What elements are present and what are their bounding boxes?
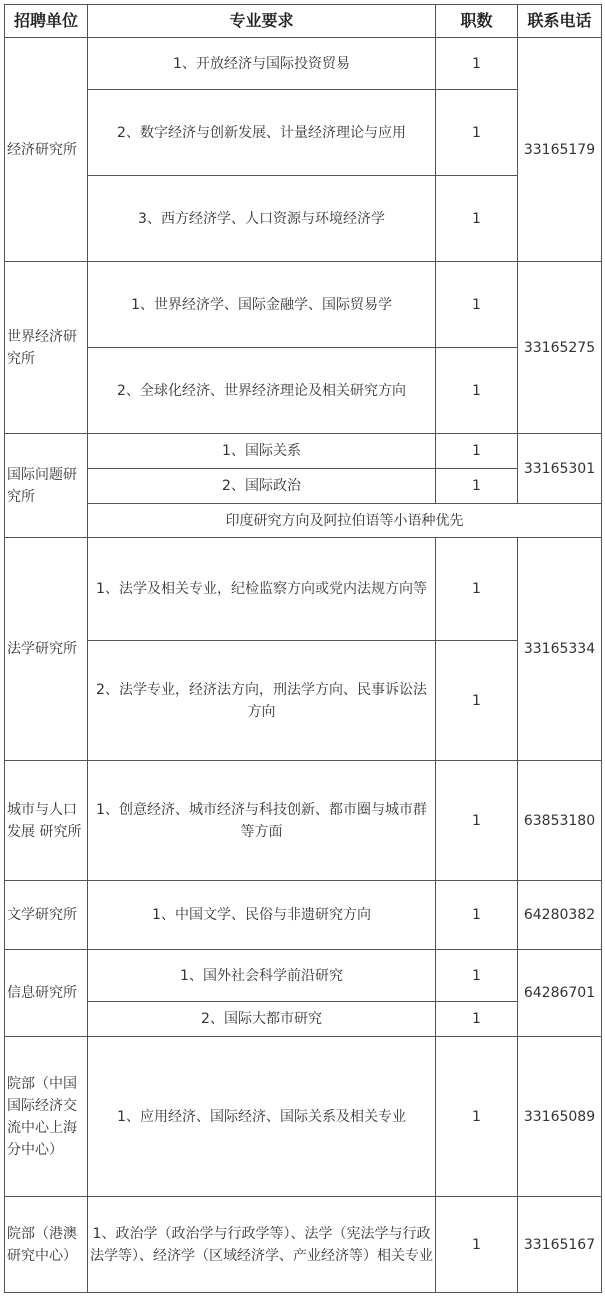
count-cell: 1 bbox=[436, 641, 518, 761]
phone-cell: 64280382 bbox=[518, 881, 602, 950]
table-row bbox=[5, 538, 602, 641]
count-cell: 1 bbox=[436, 348, 518, 434]
table-row bbox=[5, 1037, 602, 1197]
table-row bbox=[5, 38, 602, 90]
requirement-cell: 2、法学专业，经济法方向，刑法学方向、民事诉讼法方向 bbox=[88, 641, 436, 761]
table-row bbox=[5, 950, 602, 1002]
count-cell: 1 bbox=[436, 950, 518, 1002]
count-cell: 1 bbox=[436, 469, 518, 504]
requirement-cell: 3、西方经济学、人口资源与环境经济学 bbox=[88, 176, 436, 262]
count-cell: 1 bbox=[436, 90, 518, 176]
requirement-cell: 1、创意经济、城市经济与科技创新、都市圈与城市群等方面 bbox=[88, 761, 436, 881]
unit-cell: 院部（中国国际经济交流中心上海分中心） bbox=[5, 1037, 88, 1197]
count-cell: 1 bbox=[436, 761, 518, 881]
requirement-cell: 1、政治学（政治学与行政学等）、法学（宪法学与行政法学等）、经济学（区域经济学、产业经济等）相关专业 bbox=[88, 1197, 436, 1293]
phone-cell: 33165089 bbox=[518, 1037, 602, 1197]
phone-cell: 33165167 bbox=[518, 1197, 602, 1293]
requirement-cell: 1、开放经济与国际投资贸易 bbox=[88, 38, 436, 90]
header-phone: 联系电话 bbox=[518, 5, 602, 38]
count-cell: 1 bbox=[436, 262, 518, 348]
table-row bbox=[5, 469, 602, 504]
table-row bbox=[5, 881, 602, 950]
unit-cell: 法学研究所 bbox=[5, 538, 88, 761]
requirement-cell: 2、数字经济与创新发展、计量经济理论与应用 bbox=[88, 90, 436, 176]
table-row bbox=[5, 434, 602, 469]
count-cell: 1 bbox=[436, 1037, 518, 1197]
header-requirement: 专业要求 bbox=[88, 5, 436, 38]
unit-cell: 世界经济研究所 bbox=[5, 262, 88, 434]
table-row bbox=[5, 641, 602, 761]
unit-cell: 文学研究所 bbox=[5, 881, 88, 950]
table-row bbox=[5, 1197, 602, 1293]
phone-cell: 33165334 bbox=[518, 538, 602, 761]
table-row bbox=[5, 504, 602, 538]
table-row bbox=[5, 90, 602, 176]
unit-cell: 信息研究所 bbox=[5, 950, 88, 1037]
table-row bbox=[5, 761, 602, 881]
requirement-cell: 2、全球化经济、世界经济理论及相关研究方向 bbox=[88, 348, 436, 434]
requirement-cell: 1、法学及相关专业，纪检监察方向或党内法规方向等 bbox=[88, 538, 436, 641]
phone-cell: 33165301 bbox=[518, 434, 602, 504]
unit-cell: 经济研究所 bbox=[5, 38, 88, 262]
table-row bbox=[5, 176, 602, 262]
requirement-cell: 2、国际大都市研究 bbox=[88, 1002, 436, 1037]
phone-cell: 33165275 bbox=[518, 262, 602, 434]
count-cell: 1 bbox=[436, 434, 518, 469]
count-cell: 1 bbox=[436, 1197, 518, 1293]
unit-cell: 国际问题研究所 bbox=[5, 434, 88, 538]
header-row bbox=[5, 5, 602, 38]
count-cell: 1 bbox=[436, 176, 518, 262]
recruitment-table bbox=[4, 4, 602, 1293]
requirement-cell: 1、应用经济、国际经济、国际关系及相关专业 bbox=[88, 1037, 436, 1197]
count-cell: 1 bbox=[436, 881, 518, 950]
note-cell: 印度研究方向及阿拉伯语等小语种优先 bbox=[88, 504, 602, 538]
header-unit: 招聘单位 bbox=[5, 5, 88, 38]
phone-cell: 64286701 bbox=[518, 950, 602, 1037]
requirement-cell: 1、世界经济学、国际金融学、国际贸易学 bbox=[88, 262, 436, 348]
phone-cell: 63853180 bbox=[518, 761, 602, 881]
requirement-cell: 1、国际关系 bbox=[88, 434, 436, 469]
header-count: 职数 bbox=[436, 5, 518, 38]
count-cell: 1 bbox=[436, 1002, 518, 1037]
requirement-cell: 1、中国文学、民俗与非遗研究方向 bbox=[88, 881, 436, 950]
count-cell: 1 bbox=[436, 38, 518, 90]
table-row bbox=[5, 262, 602, 348]
unit-cell: 院部（港澳研究中心） bbox=[5, 1197, 88, 1293]
table-row bbox=[5, 1002, 602, 1037]
requirement-cell: 1、国外社会科学前沿研究 bbox=[88, 950, 436, 1002]
requirement-cell: 2、国际政治 bbox=[88, 469, 436, 504]
unit-cell: 城市与人口发展 研究所 bbox=[5, 761, 88, 881]
table-row bbox=[5, 348, 602, 434]
count-cell: 1 bbox=[436, 538, 518, 641]
phone-cell: 33165179 bbox=[518, 38, 602, 262]
